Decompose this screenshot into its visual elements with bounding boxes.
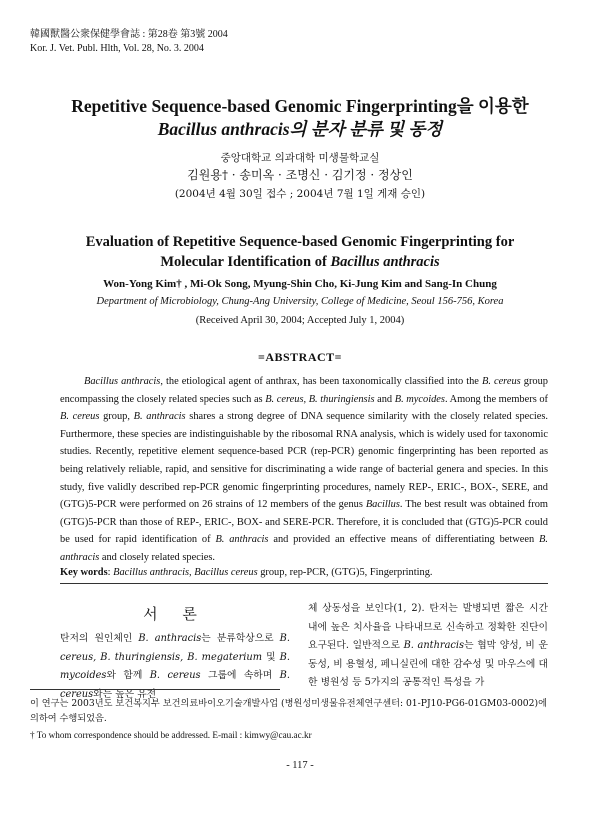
english-title-species: Bacillus anthracis bbox=[330, 254, 440, 270]
english-title bbox=[0, 232, 600, 272]
correspondence-footnote: † To whom correspondence should be addressed. E-mail : kimwy@cau.ac.kr bbox=[30, 730, 312, 740]
abstract-text: and provided an effective means of differentiating between bbox=[268, 534, 540, 546]
keywords-label: Key words bbox=[60, 567, 108, 578]
korean-dates: (2004년 4월 30일 접수 ; 2004년 7월 1일 게재 승인) bbox=[174, 188, 426, 200]
body-text: B. cereus bbox=[60, 670, 290, 700]
body-text: 및 bbox=[262, 651, 280, 663]
abstract-text: B. anthracis bbox=[215, 534, 269, 546]
korean-title-line1: Repetitive Sequence-based Genomic Fingerprinting을 이용한 bbox=[71, 96, 529, 116]
abstract-text: group, bbox=[99, 411, 134, 423]
korean-authors: 김원용† · 송미옥 · 조명신 · 김기정 · 정상인 bbox=[187, 168, 413, 182]
abstract-text: group encompassing the closely related species such as bbox=[60, 376, 548, 405]
keywords-divider bbox=[60, 583, 548, 584]
abstract-text: and bbox=[374, 393, 395, 405]
body-text: 는 협막 양성, 비 운동성, 비 용혈성, 페니실린에 대한 감수성 및 마우스에 대한 병원성 등 5가지의 공통적인 특성을 가 bbox=[308, 640, 548, 688]
page-number: - 117 - bbox=[286, 760, 314, 771]
keywords-text: group, rep-PCR, (GTG)5, Fingerprinting. bbox=[257, 567, 433, 578]
keywords-text: : bbox=[107, 567, 114, 578]
funding-footnote: 이 연구는 2003년도 보건복지부 보건의료바이오기술개발사업 (병원성미생물유전체연구센터: 01-PJ10-PG6-01GM03-0002)에 의하여 수행되었음. bbox=[30, 698, 547, 724]
received-dates: (Received April 30, 2004; Accepted July 1, 2004) bbox=[195, 315, 405, 326]
introduction-heading: 서 론 bbox=[143, 605, 207, 623]
abstract-text: B. mycoides bbox=[394, 393, 445, 405]
english-title-line2-text: Molecular Identification of bbox=[160, 254, 331, 270]
abstract-text: Bacillus bbox=[365, 499, 400, 511]
body-text: B. mycoides bbox=[60, 651, 290, 681]
abstract-heading: =ABSTRACT= bbox=[257, 350, 343, 364]
korean-title-line2: Bacillus anthracis의 분자 분류 및 동정 bbox=[157, 119, 443, 139]
body-text: B. anthracis bbox=[138, 633, 202, 644]
english-authors: Won-Yong Kim† , Mi-Ok Song, Myung-Shin Cho, Ki-Jung Kim and Sang-In Chung bbox=[103, 278, 497, 290]
keywords bbox=[60, 567, 548, 578]
abstract-text: , the etiological agent of anthrax, has been taxonomically classified into the bbox=[160, 376, 482, 387]
journal-header-korean: 韓國獸醫公衆保健學會誌 : 第28卷 第3號 2004 bbox=[30, 29, 228, 40]
korean-title bbox=[0, 95, 600, 141]
journal-header-english: Kor. J. Vet. Publ. Hlth, Vol. 28, No. 3. 2004 bbox=[30, 43, 204, 54]
keywords-text: Bacillus anthracis, Bacillus cereus bbox=[113, 567, 258, 578]
footnote-divider bbox=[30, 689, 280, 690]
abstract-body bbox=[60, 373, 548, 567]
english-title-line2 bbox=[0, 252, 600, 272]
journal-header bbox=[30, 28, 228, 56]
abstract-text: B. cereus, B. thuringiensis bbox=[265, 393, 375, 405]
korean-affiliation: 중앙대학교 의과대학 미생물학교실 bbox=[220, 152, 380, 164]
introduction-right-column bbox=[308, 600, 548, 693]
body-text: 와는 높은 유전 bbox=[93, 688, 157, 700]
abstract-text: . The best result was obtained from (GTG)5-PCR than those of REP-, ERIC-, BOX- and SERE-PCR. Therefore, it is concluded that (GTG)5-PCR could be used for rapid identification of bbox=[60, 499, 548, 546]
abstract-text: B. anthracis bbox=[133, 411, 186, 423]
body-text: 와 함께 bbox=[106, 670, 150, 681]
body-text: 그룹에 속하며 bbox=[200, 670, 280, 681]
body-text: 는 분류학상으로 bbox=[201, 633, 280, 644]
body-text: B. cereus, B. thuringiensis, B. megaterium bbox=[60, 633, 290, 663]
body-text: 체 상동성을 보인다(1, 2). 탄저는 발병되면 짧은 시간 내에 높은 치사율을 나타내므로 신속하고 정확한 진단이 요구된다. 일반적으로 bbox=[308, 603, 548, 651]
english-title-line1: Evaluation of Repetitive Sequence-based Genomic Fingerprinting for bbox=[85, 234, 515, 250]
body-text: 탄저의 원인체인 bbox=[60, 633, 139, 644]
abstract-text: Bacillus anthracis bbox=[84, 376, 161, 387]
abstract-text: B. anthracis bbox=[60, 534, 548, 563]
abstract-text: shares a strong degree of DNA sequence similarity with the closely related species. Furthermore, these species are indistinguishable by the ribosomal RNA analysis, which is widely used for taxonomic studies. Recently, repetitive element sequence-based PCR (rep-PCR) genomic fingerprinting has been reported as being relatively reliable, rapid, and sensitive for discriminating a wide range of bacterial genera and species. In this study, five validly described rep-PCR genomic fingerprinting procedures, namely REP-, ERIC-, BOX-, SERE, and (GTG)5-PCR were performed on 26 strains of 12 members of the genus bbox=[60, 411, 548, 511]
abstract-text: . Among the members of bbox=[444, 393, 549, 405]
body-text: B. anthracis bbox=[403, 640, 465, 651]
abstract-text: and closely related species. bbox=[99, 551, 215, 563]
english-department: Department of Microbiology, Chung-Ang University, College of Medicine, Seoul 156-756, Korea bbox=[96, 296, 504, 307]
abstract-text: B. cereus bbox=[481, 376, 521, 387]
introduction-left-column bbox=[60, 630, 290, 704]
abstract-text: B. cereus bbox=[60, 411, 100, 423]
body-text: B. cereus bbox=[149, 670, 201, 681]
